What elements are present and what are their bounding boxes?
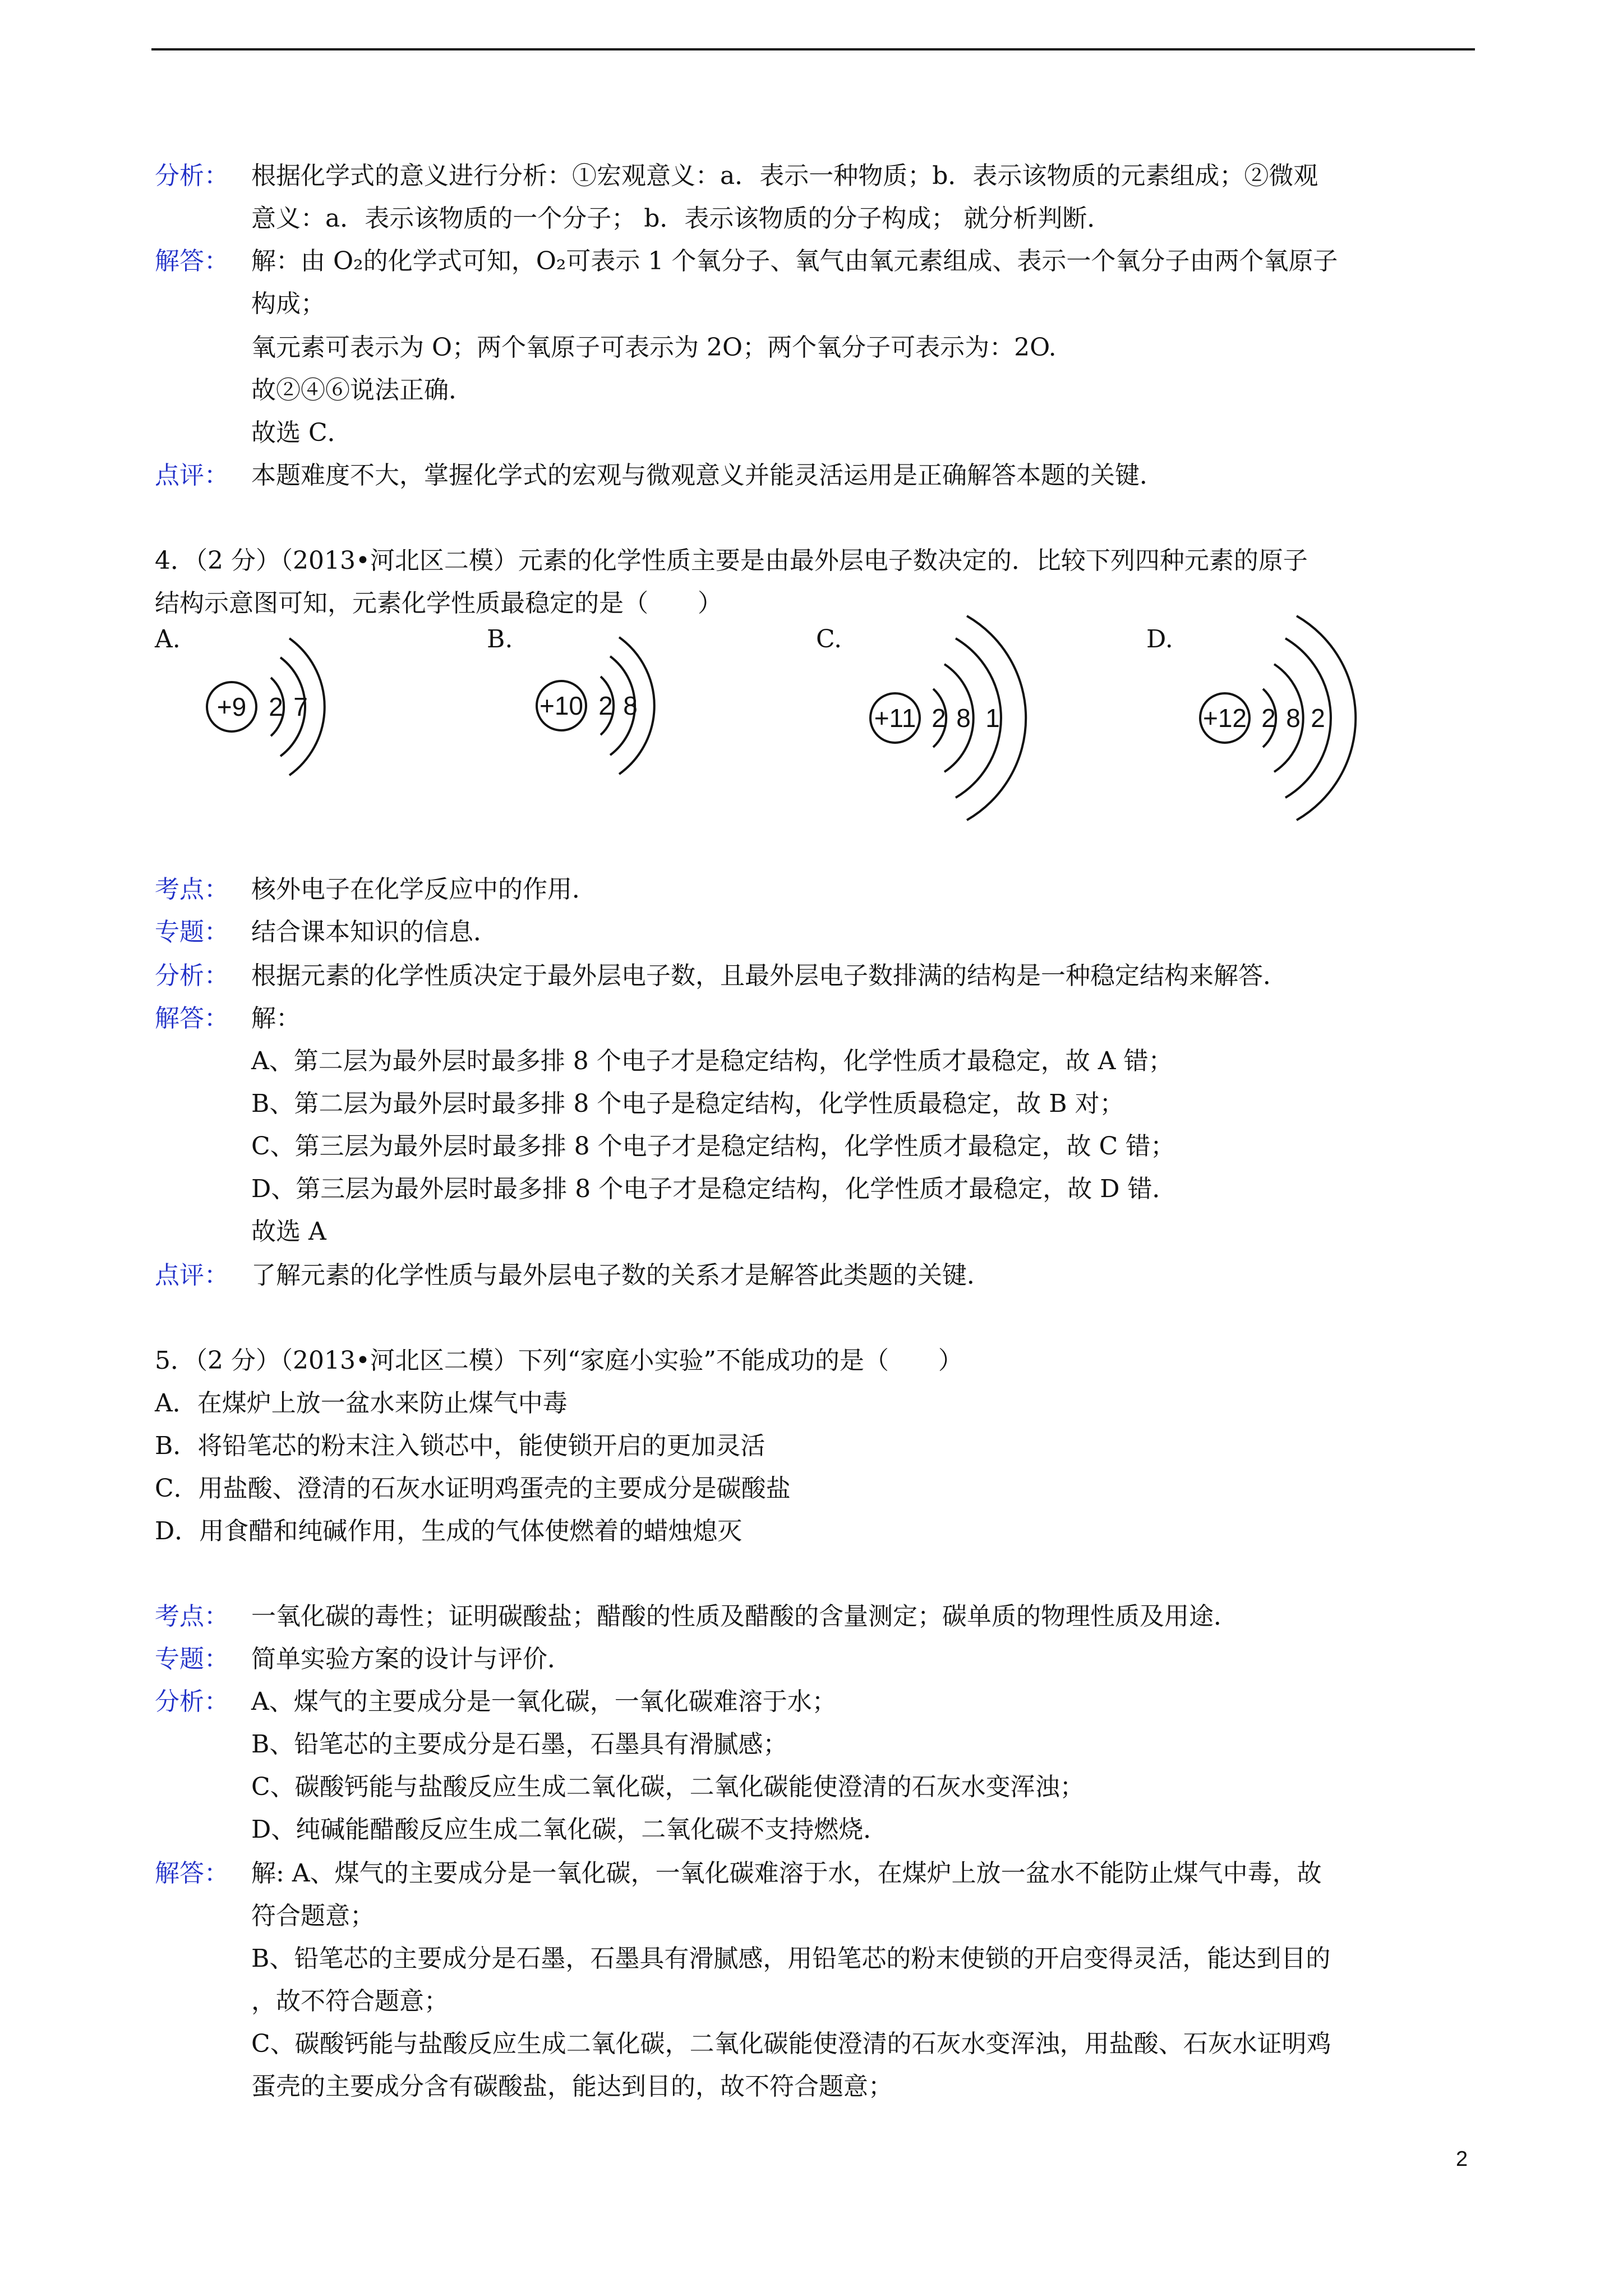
page-number: 2 [1456,2147,1468,2171]
q3-solution-line [0,412,1623,454]
q3-solution-text: 构成； [251,289,325,318]
q4-topic-text: 结合课本知识的信息． [251,918,498,946]
q4-point-line [0,868,1623,911]
q5-stem [0,1340,1623,1382]
q4-solution-text: 解： [251,1004,301,1033]
q5-topic-line [0,1638,1623,1681]
solution-label: 解答： [155,247,229,275]
q5-analysis-line [0,1723,1623,1766]
option-b-label: B. [487,625,513,654]
q4-solution-a: A、第二层为最外层时最多排 8 个电子才是稳定结构，化学性质才最稳定，故 A 错； [251,1047,1173,1075]
q5-solution-a1: 解: A、煤气的主要成分是一氧化碳，一氧化碳难溶于水，在煤炉上放一盆水不能防止煤气中毒，故 [251,1859,1322,1888]
q3-solution-text: 氧元素可表示为 O；两个氧原子可表示为 2O；两个氧分子可表示为：2O. [251,333,1057,362]
q4-solution-c: C、第三层为最外层时最多排 8 个电子才是稳定结构，化学性质才最稳定，故 C 错； [251,1132,1175,1161]
q3-solution-text: 故选 C． [251,418,352,447]
point-label: 考点： [155,875,229,904]
q5-solution-b2: ，故不符合题意； [251,1987,449,2016]
q3-analysis-line-2 [0,197,1623,240]
q5-solution-line [0,2023,1623,2065]
q3-analysis-line [0,155,1623,197]
comment-label: 点评： [155,1261,229,1290]
option-d-label: D. [1146,625,1173,654]
solution-label: 解答： [155,1859,229,1888]
q5-point-text: 一氧化碳的毒性；证明碳酸盐；醋酸的性质及醋酸的含量测定；碳单质的物理性质及用途． [251,1602,1238,1631]
q5-option-a [0,1382,1623,1425]
option-c-label: C. [816,625,842,654]
q3-solution-line [0,240,1623,283]
q3-comment-line [0,454,1623,497]
shell-electrons: 1 [985,703,1000,733]
q5-solution-line [0,1895,1623,1938]
analysis-label: 分析： [155,162,229,190]
atom-diagram-d [1181,611,1383,825]
q5-solution-b1: B、铅笔芯的主要成分是石墨，石墨具有滑腻感，用铅笔芯的粉末使锁的开启变得灵活，能达到目的 [251,1944,1331,1973]
q5-solution-line [0,1938,1623,1980]
q4-topic-line [0,911,1623,954]
header-rule [151,48,1475,50]
analysis-label: 分析： [155,961,229,990]
q5-topic-text: 简单实验方案的设计与评价． [251,1645,572,1673]
q5-option-b [0,1425,1623,1467]
q5-solution-c1: C、碳酸钙能与盐酸反应生成二氧化碳，二氧化碳能使澄清的石灰水变浑浊，用盐酸、石灰水证明鸡 [251,2030,1331,2058]
option-a-label: A. [155,625,181,654]
q4-solution-d: D、第三层为最外层时最多排 8 个电子才是稳定结构，化学性质才最稳定，故 D 错． [251,1175,1177,1203]
q4-stem-text: 4．（2 分）（2013•河北区二模）元素的化学性质主要是由最外层电子数决定的．比较下列四种元素的原子 [155,546,1308,575]
shell-electrons: 2 [269,692,283,721]
shell-electrons: 2 [1311,703,1325,733]
q4-solution-line [0,1125,1623,1168]
q4-solution-end: 故选 A [251,1217,326,1246]
q5-analysis-d: D、纯碱能醋酸反应生成二氧化碳，二氧化碳不支持燃烧． [251,1815,888,1844]
q4-solution-line [0,1211,1623,1253]
q4-comment-line [0,1254,1623,1297]
q3-solution-line [0,283,1623,325]
q5-analysis-c: C、碳酸钙能与盐酸反应生成二氧化碳，二氧化碳能使澄清的石灰水变浑浊； [251,1773,1085,1801]
q4-analysis-line [0,955,1623,997]
q3-analysis-text: 根据化学式的意义进行分析：①宏观意义：a．表示一种物质；b．表示该物质的元素组成；②微观 [251,162,1318,190]
nucleus-charge: +9 [216,692,247,721]
q5-option-d-text: D．用食醋和纯碱作用，生成的气体使燃着的蜡烛熄灭 [155,1517,743,1545]
q5-option-c-text: C．用盐酸、澄清的石灰水证明鸡蛋壳的主要成分是碳酸盐 [155,1474,791,1503]
q3-solution-line [0,326,1623,369]
atom-diagram-c [851,611,1053,825]
analysis-label: 分析： [155,1687,229,1716]
q4-solution-line [0,1083,1623,1125]
q5-analysis-a: A、煤气的主要成分是一氧化碳，一氧化碳难溶于水； [251,1687,837,1716]
shell-electrons: 8 [623,691,638,720]
point-label: 考点： [155,1602,229,1631]
q3-solution-line [0,369,1623,412]
q4-solution-b: B、第二层为最外层时最多排 8 个电子是稳定结构，化学性质最稳定，故 B 对； [251,1089,1124,1118]
shell-electrons: 7 [293,692,308,721]
q4-stem [0,540,1623,582]
nucleus-charge: +11 [874,703,916,733]
q5-analysis-line [0,1809,1623,1851]
nucleus-charge: +10 [539,691,584,720]
q4-solution-line [0,997,1623,1040]
q3-analysis-text: 意义：a．表示该物质的一个分子； b．表示该物质的分子构成； 就分析判断． [251,204,1112,233]
shell-electrons: 2 [1261,703,1276,733]
q5-option-d [0,1510,1623,1553]
q5-option-a-text: A．在煤炉上放一盆水来防止煤气中毒 [155,1389,568,1418]
topic-label: 专题： [155,1645,229,1673]
q4-analysis-text: 根据元素的化学性质决定于最外层电子数，且最外层电子数排满的结构是一种稳定结构来解答． [251,961,1288,990]
q3-comment-text: 本题难度不大，掌握化学式的宏观与微观意义并能灵活运用是正确解答本题的关键． [251,461,1164,490]
q4-stem-text: 结构示意图可知，元素化学性质最稳定的是（ ） [155,589,722,618]
nucleus-charge: +12 [1202,703,1247,733]
atom-diagram-a [191,617,336,797]
topic-label: 专题： [155,918,229,946]
q5-solution-c2: 蛋壳的主要成分含有碳酸盐，能达到目的，故不符合题意； [251,2072,893,2101]
shell-electrons: 8 [1286,703,1301,733]
shell-electrons: 2 [598,691,613,720]
q5-analysis-b: B、铅笔芯的主要成分是石墨，石墨具有滑腻感； [251,1730,788,1759]
q4-comment-text: 了解元素的化学性质与最外层电子数的关系才是解答此类题的关键． [251,1261,992,1290]
q5-solution-line [0,2065,1623,2108]
q5-point-line [0,1595,1623,1638]
q5-solution-line [0,1980,1623,2023]
q3-solution-text: 故②④⑥说法正确． [251,376,473,404]
q4-point-text: 核外电子在化学反应中的作用． [251,875,597,904]
q5-solution-line [0,1852,1623,1895]
q5-solution-a2: 符合题意； [251,1902,375,1930]
atom-diagram-b [520,616,666,795]
comment-label: 点评： [155,461,229,490]
q4-solution-line [0,1040,1623,1083]
solution-label: 解答： [155,1004,229,1033]
q5-analysis-line [0,1681,1623,1723]
q5-option-b-text: B．将铅笔芯的粉末注入锁芯中，能使锁开启的更加灵活 [155,1432,766,1460]
q3-solution-text: 解：由 O₂的化学式可知，O₂可表示 1 个氧分子、氧气由氧元素组成、表示一个氧分子由两个氧原子 [251,247,1338,275]
q5-analysis-line [0,1766,1623,1809]
shell-electrons: 2 [932,703,946,733]
q5-option-c [0,1467,1623,1510]
shell-electrons: 8 [956,703,971,733]
q5-stem-text: 5．（2 分）（2013•河北区二模）下列“家庭小实验”不能成功的是（ ） [155,1346,963,1375]
q4-solution-line [0,1168,1623,1211]
